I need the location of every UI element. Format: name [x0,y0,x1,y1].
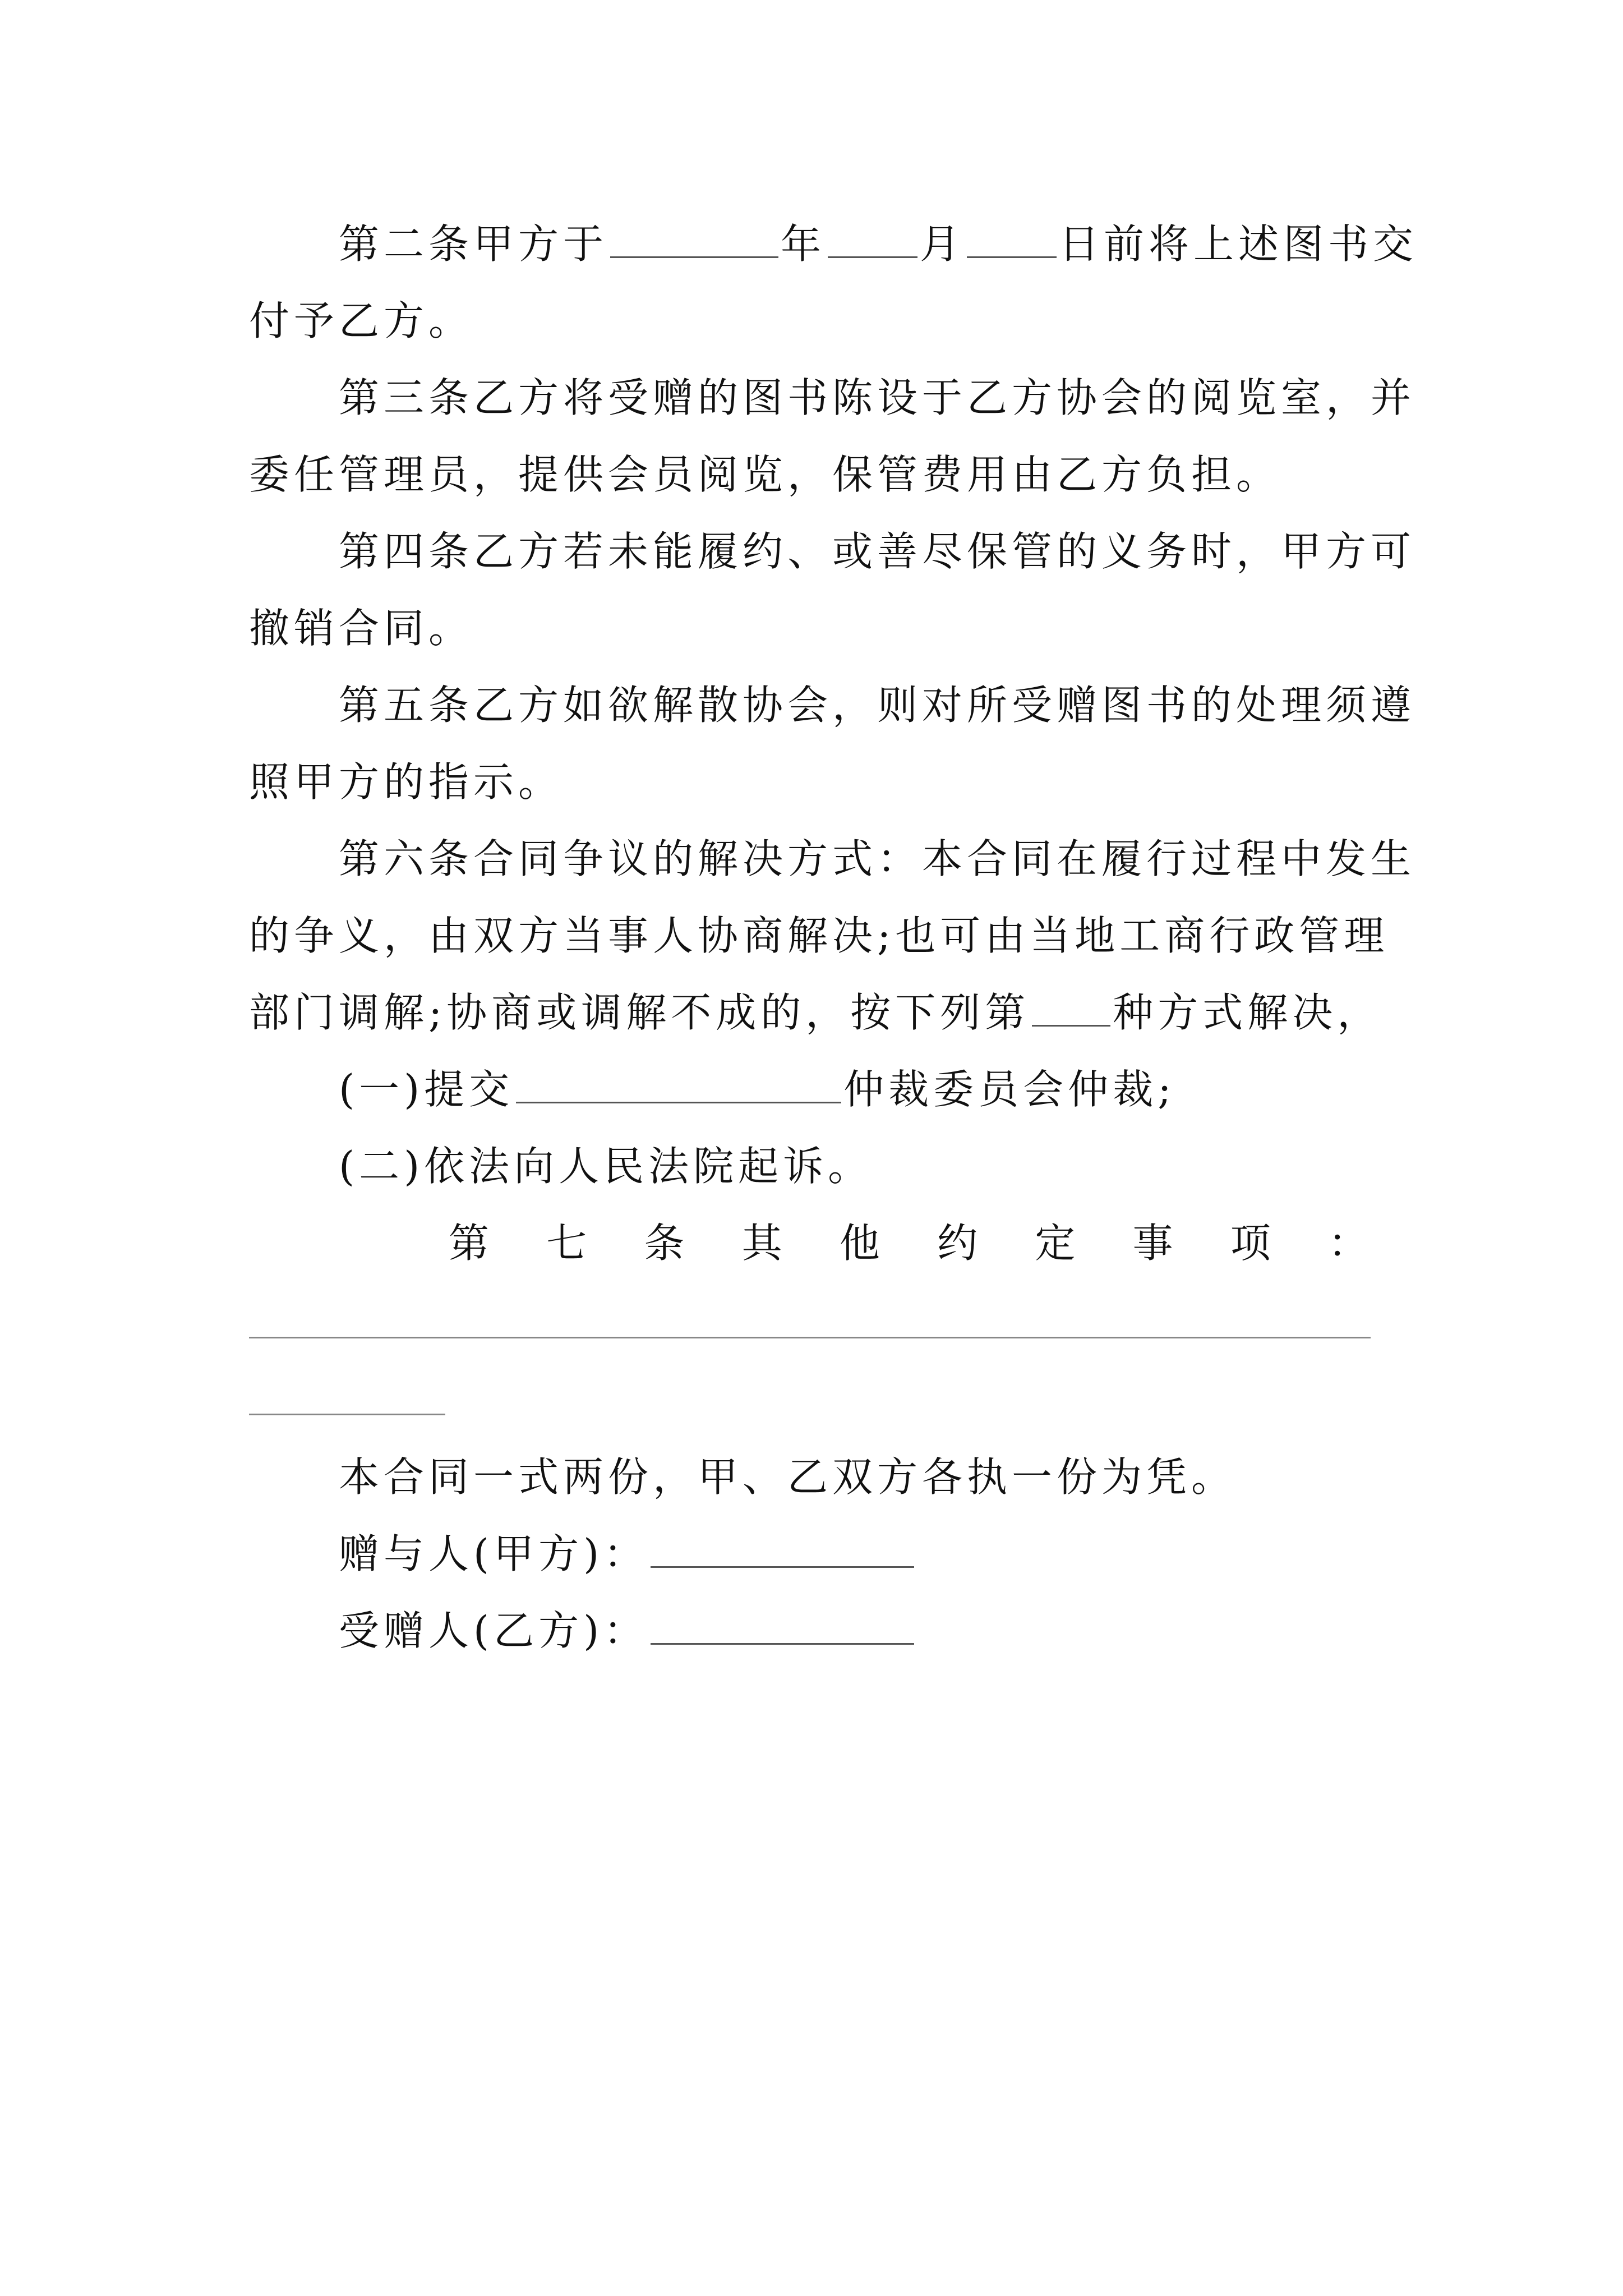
option-1-prefix: (一)提交 [339,1066,514,1113]
donee-blank [651,1606,914,1645]
article-2-line-1 [339,216,1418,272]
article-6-option-1 [339,1061,1393,1117]
month-blank [828,219,917,258]
article-7-char: 他 [839,1220,880,1267]
article-7-char: 事 [1132,1220,1173,1267]
option-1-suffix: 仲裁委员会仲裁; [843,1066,1176,1113]
article-3-line-2: 委任管理员，提供会员阅览，保管费用由乙方负担。 [249,451,1281,498]
year-label: 年 [781,220,826,268]
article-2-prefix: 第二条甲方于 [339,220,608,268]
day-blank [967,219,1057,258]
month-label: 月 [920,220,965,268]
article-7-blank-line-2 [249,1414,445,1415]
donee-label: 受赠人(乙方)： [339,1607,649,1654]
article-6-option-2: (二)依法向人民法院起诉。 [339,1143,873,1190]
donor-label: 赠与人(甲方)： [339,1530,649,1577]
method-number-blank [1032,988,1110,1027]
article-3-line-1: 第三条乙方将受赠的图书陈设于乙方协会的阅览室，并 [339,374,1416,421]
article-5-line-2: 照甲方的指示。 [249,758,564,806]
arbitration-commission-blank [516,1065,841,1103]
article-7-char: 条 [644,1220,685,1267]
donor-blank [651,1529,914,1568]
article-6-line-2: 的争义，由双方当事人协商解决;也可由当地工商行政管理 [249,912,1389,959]
article-6-line-3-prefix: 部门调解;协商或调解不成的，按下列第 [249,989,1030,1036]
article-6-line-3 [249,984,1393,1041]
article-7-heading [449,1215,1368,1271]
copies-statement: 本合同一式两份，甲、乙双方各执一份为凭。 [339,1453,1237,1501]
article-7-blank-line-1 [249,1337,1371,1338]
article-2-line-2: 付予乙方。 [249,297,474,344]
article-7-char: 七 [546,1220,587,1267]
article-7-char: ： [1327,1220,1368,1267]
article-7-char: 约 [937,1220,978,1267]
article-2-suffix: 日前将上述图书交 [1059,220,1418,268]
donee-signature-line [339,1603,1393,1659]
year-blank [610,219,778,258]
article-5-line-1: 第五条乙方如欲解散协会，则对所受赠图书的处理须遵 [339,682,1416,729]
article-7-char: 其 [741,1220,782,1267]
article-4-line-2: 撤销合同。 [249,605,474,652]
article-7-char: 项 [1230,1220,1271,1267]
article-6-line-1: 第六条合同争议的解决方式：本合同在履行过程中发生 [339,835,1416,882]
article-6-line-3-suffix: 种方式解决， [1113,989,1382,1036]
article-4-line-1: 第四条乙方若未能履约、或善尽保管的义务时，甲方可 [339,528,1416,575]
donor-signature-line [339,1526,1393,1582]
article-7-char: 定 [1035,1220,1076,1267]
article-7-char: 第 [449,1220,490,1267]
